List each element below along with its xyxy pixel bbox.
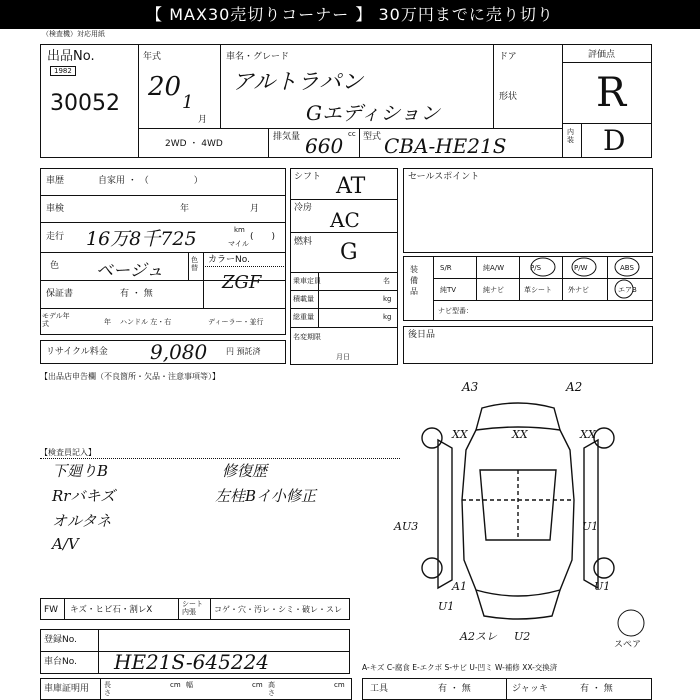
circle-airbag bbox=[615, 280, 633, 298]
warranty-label: 保証書 bbox=[46, 289, 74, 299]
model-year-label: モデル年式 bbox=[42, 312, 70, 328]
model-year-handle: ハンドル 左・右 bbox=[120, 318, 172, 326]
shift-value: AT bbox=[336, 174, 366, 199]
mark-u2: U2 bbox=[514, 630, 531, 643]
gross-label: 総重量 bbox=[293, 313, 314, 321]
displacement-value: 660 bbox=[305, 134, 344, 158]
mark-a1: A1 bbox=[452, 580, 467, 593]
aircon-label: 冷房 bbox=[294, 203, 313, 213]
capacity-unit: 名 bbox=[383, 277, 390, 285]
declaration-label: 【出品店申告欄（不良箇所・欠品・注意事項等）】 bbox=[40, 372, 220, 381]
type-label: 型式 bbox=[363, 132, 382, 142]
notes-box bbox=[403, 326, 653, 364]
history-value: 自家用 ・ （ ） bbox=[98, 176, 203, 186]
warranty-value: 有 ・ 無 bbox=[120, 289, 153, 299]
chassis-value: HE21S-645224 bbox=[114, 650, 270, 674]
mileage-label: 走行 bbox=[46, 232, 65, 242]
year-value: 20 bbox=[148, 72, 182, 102]
fuel-label: 燃料 bbox=[294, 237, 313, 247]
inspector-label: 【検査員記入】 bbox=[40, 448, 96, 457]
spare-tire-icon bbox=[616, 608, 646, 638]
fuel-value: G bbox=[340, 240, 358, 265]
cert-l-unit: cm bbox=[170, 681, 181, 689]
color-no-value: ZGF bbox=[222, 272, 262, 293]
inspector-note-3: オルタネ bbox=[52, 512, 112, 530]
color-value: ベージュ bbox=[96, 261, 164, 281]
tools-value: 有 ・ 無 bbox=[438, 684, 471, 694]
jack-label: ジャッキ bbox=[512, 684, 548, 694]
lot-sub: 1982 bbox=[50, 66, 76, 76]
equip-sr: S/R bbox=[440, 264, 452, 272]
wheel-fr-right bbox=[594, 558, 614, 578]
car-right-side bbox=[584, 440, 598, 588]
fw-value: キズ・ヒビ石・割レX bbox=[70, 605, 153, 615]
equipment-label: 装備品 bbox=[410, 265, 418, 296]
jack-value: 有 ・ 無 bbox=[580, 684, 613, 694]
recycle-unit: 円 預託済 bbox=[226, 347, 261, 356]
inspector-note-6: 左桂Bイ小修正 bbox=[215, 487, 317, 505]
cert-height: 高さ bbox=[268, 681, 275, 697]
equip-airbag: エアB bbox=[618, 286, 637, 294]
color-label: 色 bbox=[50, 261, 60, 271]
circle-abs bbox=[615, 258, 639, 276]
fw-label: FW bbox=[44, 605, 59, 615]
mileage-mile: マイル bbox=[228, 240, 249, 248]
cert-width: 幅 bbox=[186, 681, 193, 689]
interior-label: 内装 bbox=[567, 128, 574, 144]
shift-label: シフト bbox=[294, 172, 322, 182]
interior-value: D bbox=[603, 124, 626, 157]
door-label: ドア bbox=[499, 52, 517, 62]
equip-navi: 純ナビ bbox=[483, 286, 504, 294]
displacement-unit: cc bbox=[348, 130, 356, 138]
equip-aw: 純A/W bbox=[483, 264, 505, 272]
spare-label: スペア bbox=[614, 640, 642, 650]
damage-legend: A-キズ C-腐食 E-エクボ S-サビ U-凹ミ W-補修 XX-交換済 bbox=[362, 663, 558, 672]
car-front bbox=[476, 590, 560, 619]
mark-xx-3: XX bbox=[580, 428, 596, 441]
cert-label: 車庫証明用 bbox=[44, 684, 90, 694]
mark-a3: A3 bbox=[462, 380, 479, 394]
banner: 【 MAX30売切りコーナー 】 30万円までに売り切り bbox=[0, 0, 700, 29]
inspection-month: 月 bbox=[250, 204, 260, 214]
model-year-year: 年 bbox=[104, 318, 111, 326]
navi-model-label: ナビ型番： bbox=[438, 307, 473, 315]
drive-label: 2WD ・ 4WD bbox=[165, 139, 223, 149]
aircon-value: AC bbox=[330, 208, 360, 232]
notes-label: 後日品 bbox=[408, 330, 436, 340]
wheel-rr-right bbox=[594, 428, 614, 448]
circle-pw bbox=[572, 258, 596, 276]
reg-no-label: 登録No. bbox=[44, 635, 77, 645]
header-partial: （検査機）対応用紙 bbox=[42, 30, 105, 38]
shape-label: 形状 bbox=[499, 92, 518, 102]
equip-leather: 革シート bbox=[524, 286, 552, 294]
inspector-note-5: 修復歴 bbox=[222, 462, 268, 480]
model-label: 車名・グレード bbox=[226, 52, 290, 62]
cert-length: 長さ bbox=[104, 681, 111, 697]
inspection-label: 車検 bbox=[46, 204, 65, 214]
model-year-dealer: ディーラー・並行 bbox=[208, 318, 264, 326]
sales-point-label: セールスポイント bbox=[408, 172, 480, 182]
wheel-fr-left bbox=[422, 558, 442, 578]
car-diagram bbox=[418, 390, 618, 630]
mileage-km: km bbox=[234, 226, 245, 234]
mileage-value: 16万8千725 bbox=[86, 228, 197, 250]
chassis-label: 車台No. bbox=[44, 657, 77, 667]
model-name: アルトラパン bbox=[232, 70, 364, 95]
capacity-label: 乗車定員 bbox=[293, 277, 321, 285]
name-change-label: 名変期限 bbox=[293, 333, 321, 341]
mark-u1-right: U1 bbox=[582, 520, 599, 533]
year-month-suffix: 月 bbox=[198, 115, 208, 125]
inspector-note-4: A/V bbox=[52, 535, 79, 553]
car-left-side bbox=[438, 440, 452, 588]
equip-abs: ABS bbox=[620, 264, 634, 272]
equip-pw: P/W bbox=[574, 264, 588, 272]
load-label: 積載量 bbox=[293, 295, 314, 303]
displacement-label: 排気量 bbox=[273, 132, 301, 142]
equip-ext-navi: 外ナビ bbox=[568, 286, 589, 294]
mark-xx-1: XX bbox=[452, 428, 468, 441]
year-month-value: 1 bbox=[182, 92, 194, 113]
mark-a2-top: A2 bbox=[566, 380, 583, 394]
type-value: CBA-HE21S bbox=[384, 134, 507, 158]
wheel-rr-left bbox=[422, 428, 442, 448]
circle-ps bbox=[531, 258, 555, 276]
color-no-label: カラーNo. bbox=[208, 255, 250, 265]
gross-unit: kg bbox=[383, 313, 392, 321]
score-value: R bbox=[596, 70, 627, 116]
tools-label: 工具 bbox=[370, 684, 389, 694]
inspector-note-1: 下廻りB bbox=[52, 462, 109, 480]
color-change-label: 色替 bbox=[191, 256, 198, 272]
mark-u1-front: U1 bbox=[594, 580, 611, 593]
equip-ps: P/S bbox=[530, 264, 542, 272]
inspector-note-2: Rrバキズ bbox=[52, 487, 116, 505]
equip-tv: 純TV bbox=[440, 286, 457, 294]
lot-number: 30052 bbox=[50, 91, 120, 116]
recycle-label: リサイクル料金 bbox=[46, 347, 108, 357]
equipment-circles bbox=[520, 254, 655, 302]
fw-seat-label: シート内張 bbox=[182, 600, 203, 616]
history-label: 車歴 bbox=[46, 176, 65, 186]
car-roof-outline bbox=[476, 403, 560, 430]
cert-h-unit: cm bbox=[334, 681, 345, 689]
lot-label: 出品No. bbox=[47, 49, 95, 64]
mark-u1-bottom: U1 bbox=[438, 600, 455, 613]
inspection-year: 年 bbox=[180, 204, 190, 214]
score-label: 評価点 bbox=[588, 50, 616, 60]
fw-seat-value: コゲ・穴・汚レ・シミ・破レ・スレ bbox=[214, 605, 342, 614]
name-change-unit: 月日 bbox=[336, 353, 350, 361]
recycle-value: 9,080 bbox=[150, 340, 208, 364]
model-grade: Gエディション bbox=[306, 101, 440, 125]
load-unit: kg bbox=[383, 295, 392, 303]
mark-au3: AU3 bbox=[394, 520, 419, 533]
mark-a2-sure: A2スレ bbox=[460, 630, 497, 643]
year-label: 年式 bbox=[143, 52, 162, 62]
cert-w-unit: cm bbox=[252, 681, 263, 689]
mark-xx-2: XX bbox=[512, 428, 528, 441]
